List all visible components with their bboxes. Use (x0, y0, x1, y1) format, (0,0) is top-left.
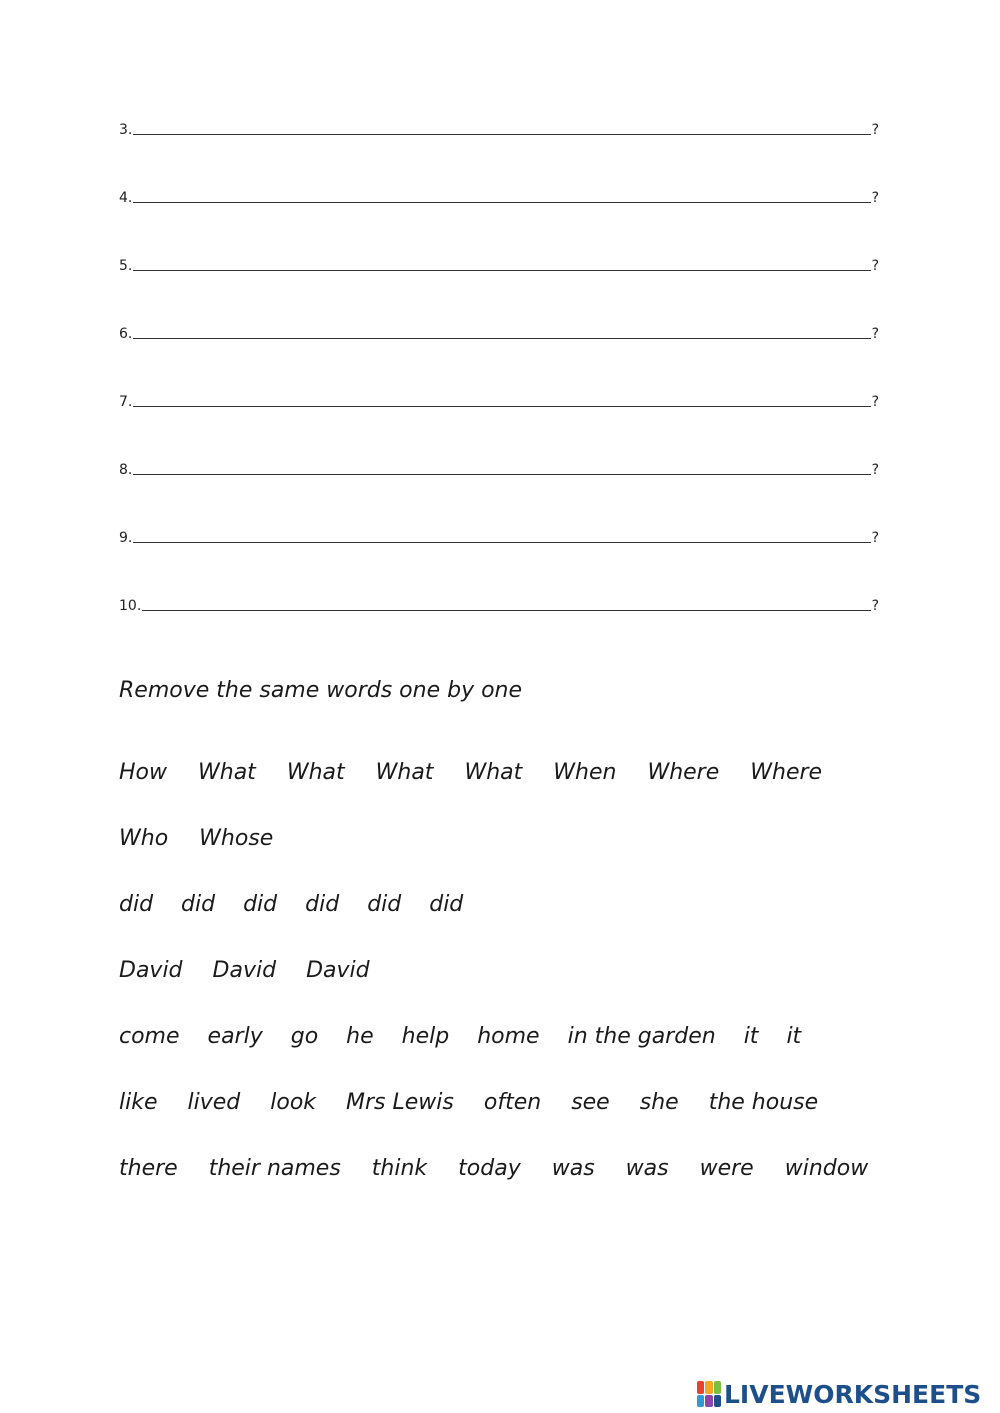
word-chip[interactable]: come (119, 1024, 180, 1049)
word-chip[interactable]: early (207, 1024, 263, 1049)
word-chip[interactable]: David (119, 958, 183, 983)
word-chip[interactable]: go (290, 1024, 319, 1049)
logo-text: LIVEWORKSHEETS (724, 1379, 982, 1409)
answer-blank[interactable] (133, 460, 870, 475)
word-chip[interactable]: Whose (199, 826, 274, 851)
answer-line-4[interactable] (119, 186, 879, 206)
answer-blank[interactable] (142, 596, 870, 611)
word-chip[interactable]: he (346, 1024, 374, 1049)
word-chip[interactable]: look (270, 1090, 317, 1115)
line-number: 9. (119, 530, 133, 546)
question-mark: ? (871, 462, 879, 478)
word-chip[interactable]: window (784, 1156, 869, 1181)
word-chip[interactable]: What (375, 760, 434, 785)
word-row (119, 760, 919, 826)
word-chip[interactable]: Who (119, 826, 169, 851)
answer-line-7[interactable] (119, 390, 879, 410)
answer-line-8[interactable] (119, 458, 879, 478)
answer-lines (119, 118, 879, 662)
word-chip[interactable]: What (464, 760, 523, 785)
line-number: 4. (119, 190, 133, 206)
word-chip[interactable]: she (639, 1090, 679, 1115)
word-chip[interactable]: did (305, 892, 340, 917)
word-row (119, 1024, 919, 1090)
logo-blocks-icon (697, 1381, 721, 1407)
word-chip[interactable]: Where (647, 760, 720, 785)
question-mark: ? (871, 190, 879, 206)
word-chip[interactable]: in the garden (567, 1024, 716, 1049)
line-number: 7. (119, 394, 133, 410)
word-chip[interactable]: help (401, 1024, 450, 1049)
word-chip[interactable]: lived (187, 1090, 241, 1115)
answer-line-5[interactable] (119, 254, 879, 274)
word-chip[interactable]: What (198, 760, 256, 785)
question-mark: ? (871, 326, 879, 342)
answer-line-6[interactable] (119, 322, 879, 342)
instruction-text: Remove the same words one by one (119, 678, 523, 703)
answer-blank[interactable] (133, 324, 870, 339)
word-chip[interactable]: there (119, 1156, 178, 1181)
question-mark: ? (871, 122, 879, 138)
answer-line-10[interactable] (119, 594, 879, 614)
answer-blank[interactable] (133, 392, 870, 407)
line-number: 5. (119, 258, 133, 274)
word-chip[interactable]: did (429, 892, 464, 917)
question-mark: ? (871, 258, 879, 274)
word-chip[interactable]: it (786, 1024, 802, 1049)
word-chip[interactable]: Mrs Lewis (346, 1090, 454, 1115)
word-chip[interactable]: Where (750, 760, 823, 785)
answer-blank[interactable] (133, 188, 870, 203)
word-chip[interactable]: their names (208, 1156, 341, 1181)
word-chip[interactable]: David (306, 958, 370, 983)
word-chip[interactable]: today (458, 1156, 521, 1181)
word-chip[interactable]: did (181, 892, 216, 917)
word-chip[interactable]: home (477, 1024, 540, 1049)
word-chip[interactable]: When (553, 760, 617, 785)
word-chip[interactable]: How (119, 760, 167, 785)
answer-blank[interactable] (133, 120, 870, 135)
liveworksheets-logo (697, 1378, 981, 1410)
line-number: 3. (119, 122, 133, 138)
word-chip[interactable]: What (286, 760, 345, 785)
word-chip[interactable]: were (699, 1156, 754, 1181)
word-chip[interactable]: did (367, 892, 402, 917)
question-mark: ? (871, 530, 879, 546)
word-row (119, 958, 919, 1024)
answer-blank[interactable] (133, 528, 870, 543)
line-number: 8. (119, 462, 133, 478)
word-chip[interactable]: think (371, 1156, 428, 1181)
line-number: 6. (119, 326, 133, 342)
word-chip[interactable]: David (212, 958, 277, 983)
word-chip[interactable]: like (119, 1090, 158, 1115)
answer-line-9[interactable] (119, 526, 879, 546)
word-row (119, 826, 919, 892)
word-row (119, 1156, 919, 1222)
word-chip[interactable]: was (551, 1156, 595, 1181)
question-mark: ? (871, 598, 879, 614)
word-bank (119, 760, 919, 1222)
line-number: 10. (119, 598, 142, 614)
answer-blank[interactable] (133, 256, 870, 271)
word-chip[interactable]: was (625, 1156, 669, 1181)
word-chip[interactable]: did (119, 892, 154, 917)
word-chip[interactable]: it (743, 1024, 759, 1049)
word-row (119, 1090, 919, 1156)
word-chip[interactable]: the house (708, 1090, 819, 1115)
question-mark: ? (871, 394, 879, 410)
word-row (119, 892, 919, 958)
word-chip[interactable]: did (243, 892, 278, 917)
answer-line-3[interactable] (119, 118, 879, 138)
word-chip[interactable]: often (483, 1090, 542, 1115)
word-chip[interactable]: see (571, 1090, 610, 1115)
